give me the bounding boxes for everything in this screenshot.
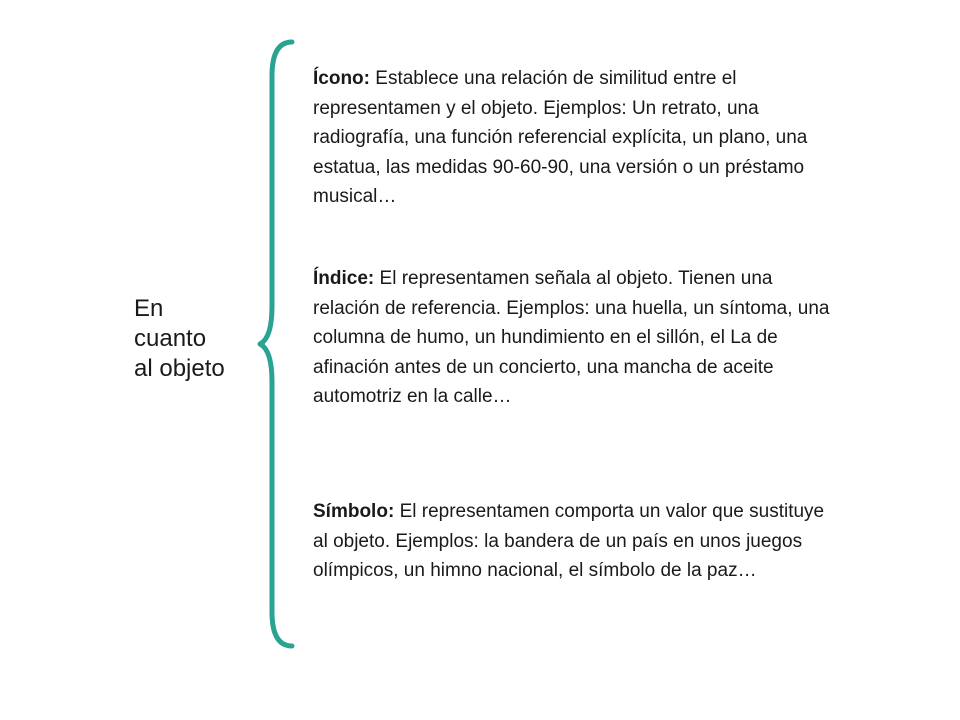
entry-term: Ícono: bbox=[313, 68, 376, 89]
entry-definition: El representamen señala al objeto. Tienen una relación de referencia. Ejemplos: una huella, un síntoma, una columna de humo, un hundimiento en el sillón, el La de afinación antes de un concierto, una mancha de aceite automotriz en la calle… bbox=[313, 268, 830, 407]
entry-term: Símbolo: bbox=[313, 501, 400, 522]
curly-brace bbox=[252, 36, 302, 652]
entry-term: Índice: bbox=[313, 268, 380, 289]
entry-definition: Establece una relación de similitud entre el representamen y el objeto. Ejemplos: Un retrato, una radiografía, una función referencial explícita, un plano, una estatua, las medidas 90-60-90, una versión o un préstamo musical… bbox=[313, 68, 808, 207]
category-label-line-3: al objeto bbox=[134, 355, 225, 382]
category-label-line-2: cuanto bbox=[134, 325, 207, 352]
entry-indice bbox=[313, 264, 833, 412]
curly-brace-path bbox=[260, 42, 292, 646]
entry-icono bbox=[313, 64, 833, 212]
category-label-line-1: En bbox=[134, 295, 164, 322]
entry-simbolo bbox=[313, 497, 833, 586]
entry-definition: El representamen comporta un valor que sustituye al objeto. Ejemplos: la bandera de un país en unos juegos olímpicos, un himno nacional, el símbolo de la paz… bbox=[313, 501, 825, 581]
category-label bbox=[134, 294, 254, 384]
